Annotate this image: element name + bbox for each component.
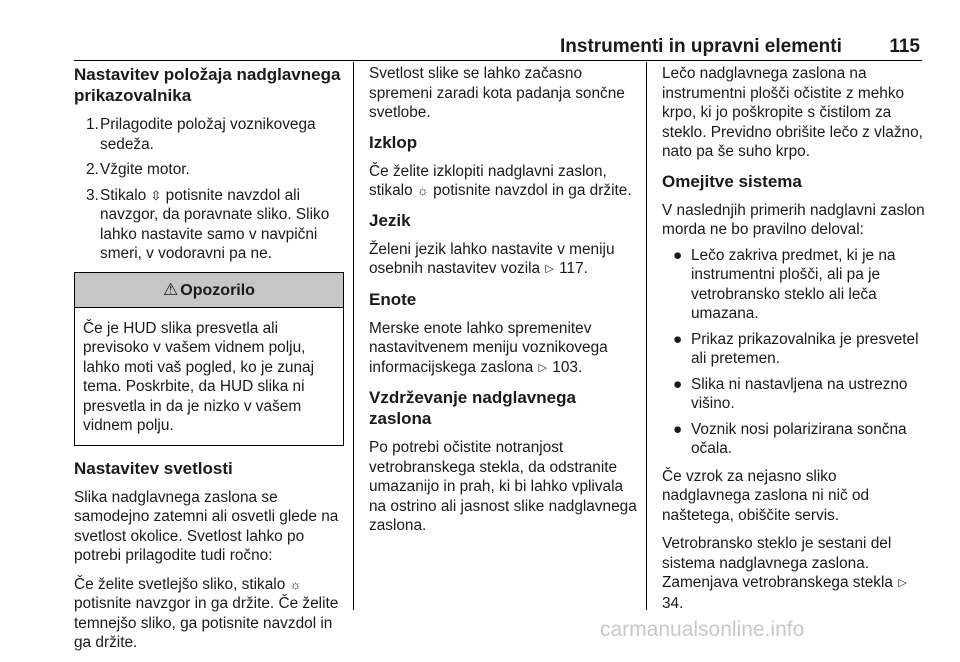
column-2 bbox=[369, 64, 637, 545]
text-post: potisnite navzgor in ga držite. Če želite temnejšo sliko, ga potisnite navzdol in ga držite. bbox=[74, 595, 339, 651]
step-text-pre: Stikalo bbox=[100, 186, 147, 204]
paragraph bbox=[369, 319, 637, 379]
bullet-text: Lečo zakriva predmet, ki je na instrumentni plošči, ali pa je vetrobransko steklo ali leča umazana. bbox=[691, 246, 896, 322]
paragraph: Svetlost slike se lahko začasno spremeni zaradi kota padanja sončne svetlobe. bbox=[369, 65, 625, 121]
section-heading-position: Nastavitev položaja nadglavnega prikazovalnika bbox=[74, 65, 341, 105]
page-ref-arrow-icon: ▷ bbox=[538, 361, 547, 374]
warning-header bbox=[75, 273, 343, 308]
warning-text: Če je HUD slika presvetla ali previsoko v vašem vidnem polju, lahko moti vaš pogled, ko je zunaj tema. Poskrbite, da HUD slika ni presvetla in da je nizko v vašem vidnem polju. bbox=[83, 319, 314, 434]
step-number: 1. bbox=[86, 116, 99, 133]
warning-title: Opozorilo bbox=[180, 281, 255, 299]
column-1 bbox=[74, 64, 344, 662]
bullet-icon: ● bbox=[673, 420, 683, 438]
page-ref-arrow-icon: ▷ bbox=[545, 263, 554, 275]
section-heading-brightness: Nastavitev svetlosti bbox=[74, 458, 233, 478]
page-ref-link[interactable]: 103. bbox=[552, 358, 583, 376]
page-number: 115 bbox=[889, 36, 920, 57]
list-item bbox=[662, 330, 928, 369]
column-3 bbox=[662, 64, 928, 622]
step-text: Prilagodite položaj voznikovega sedeža. bbox=[100, 116, 316, 153]
step-number: 3. bbox=[86, 186, 99, 204]
paragraph: V naslednjih primerih nadglavni zaslon morda ne bo pravilno deloval: bbox=[662, 201, 925, 238]
list-item bbox=[662, 420, 928, 459]
section-heading-maintenance: Vzdrževanje nadglavnega zaslona bbox=[369, 388, 576, 428]
list-item bbox=[74, 160, 344, 180]
text-pre: Če želite izklopiti nadglavni zaslon, stikalo bbox=[369, 162, 607, 199]
step-text-post: potisnite navzdol ali navzgor, da poravnate sliko. Sliko lahko nastavite samo v navpični smeri, v vodoravni pa ne. bbox=[100, 186, 330, 262]
list-item bbox=[662, 375, 928, 414]
section-heading-izklop: Izklop bbox=[369, 132, 418, 152]
list-item bbox=[662, 246, 928, 324]
paragraph bbox=[74, 575, 344, 653]
switch-updown-icon: ⇳ bbox=[150, 187, 162, 203]
text-pre: Vetrobransko steklo je sestani del sistema nadglavnega zaslona. Zamenjava vetrobranskega stekla bbox=[662, 535, 893, 591]
paragraph bbox=[662, 534, 928, 613]
column-divider-right bbox=[646, 62, 647, 610]
step-number: 2. bbox=[86, 161, 99, 178]
page-header-title: Instrumenti in upravni elementi bbox=[560, 36, 842, 57]
brightness-icon: ☼ bbox=[416, 183, 429, 198]
list-item bbox=[74, 186, 344, 264]
page-ref-link[interactable]: 117. bbox=[559, 260, 588, 277]
section-heading-limitations: Omejitve sistema bbox=[662, 171, 802, 191]
paragraph: Slika nadglavnega zaslona se samodejno zatemni ali osvetli glede na svetlost okolice. Svetlost lahko po potrebi prilagodite tudi ročno: bbox=[74, 488, 339, 564]
paragraph: Lečo nadglavnega zaslona na instrumentni plošči očistite z mehko krpo, ki jo poškropite s čistilom za steklo. Previdno obrišite lečo z vlažno, nato pa še suho krpo. bbox=[662, 65, 923, 160]
brightness-icon: ☼ bbox=[289, 576, 302, 592]
page-ref-arrow-icon: ▷ bbox=[898, 577, 907, 589]
column-divider-left bbox=[353, 62, 354, 610]
page-ref-link[interactable]: 34. bbox=[662, 594, 684, 612]
paragraph bbox=[369, 240, 637, 280]
warning-triangle-icon: ⚠ bbox=[163, 279, 179, 299]
step-text: Vžgite motor. bbox=[100, 161, 190, 178]
warning-box bbox=[74, 272, 344, 446]
text-pre: Če želite svetlejšo sliko, stikalo bbox=[74, 575, 286, 593]
text-pre: Želeni jezik lahko nastavite v meniju osebnih nastavitev vozila bbox=[369, 240, 615, 277]
bullet-text: Voznik nosi polarizirana sončna očala. bbox=[691, 420, 907, 457]
limitations-list bbox=[662, 246, 928, 459]
paragraph bbox=[369, 162, 637, 201]
text-post: potisnite navzdol in ga držite. bbox=[433, 182, 632, 199]
bullet-text: Slika ni nastavljena na ustrezno višino. bbox=[691, 375, 908, 412]
watermark: carmanualsonline.info bbox=[600, 618, 805, 641]
text-pre: Merske enote lahko spremenitev nastavitvenem meniju voznikovega informacijskega zaslona bbox=[369, 319, 608, 376]
bullet-icon: ● bbox=[673, 246, 683, 264]
bullet-text: Prikaz prikazovalnika je presvetel ali pretemen. bbox=[691, 330, 919, 367]
paragraph: Če vzrok za nejasno sliko nadglavnega zaslona ni nič od naštetega, obiščite servis. bbox=[662, 467, 870, 524]
bullet-icon: ● bbox=[673, 330, 683, 348]
steps-list bbox=[74, 115, 344, 264]
list-item bbox=[74, 115, 344, 154]
section-heading-jezik: Jezik bbox=[369, 210, 411, 230]
paragraph: Po potrebi očistite notranjost vetrobranskega stekla, da odstranite umazanijo in prah, ki bi lahko vplivala na ostrino ali jasnost slike nadglavnega zaslona. bbox=[369, 439, 637, 534]
section-heading-enote: Enote bbox=[369, 289, 417, 309]
header-rule bbox=[74, 60, 922, 61]
bullet-icon: ● bbox=[673, 375, 683, 393]
